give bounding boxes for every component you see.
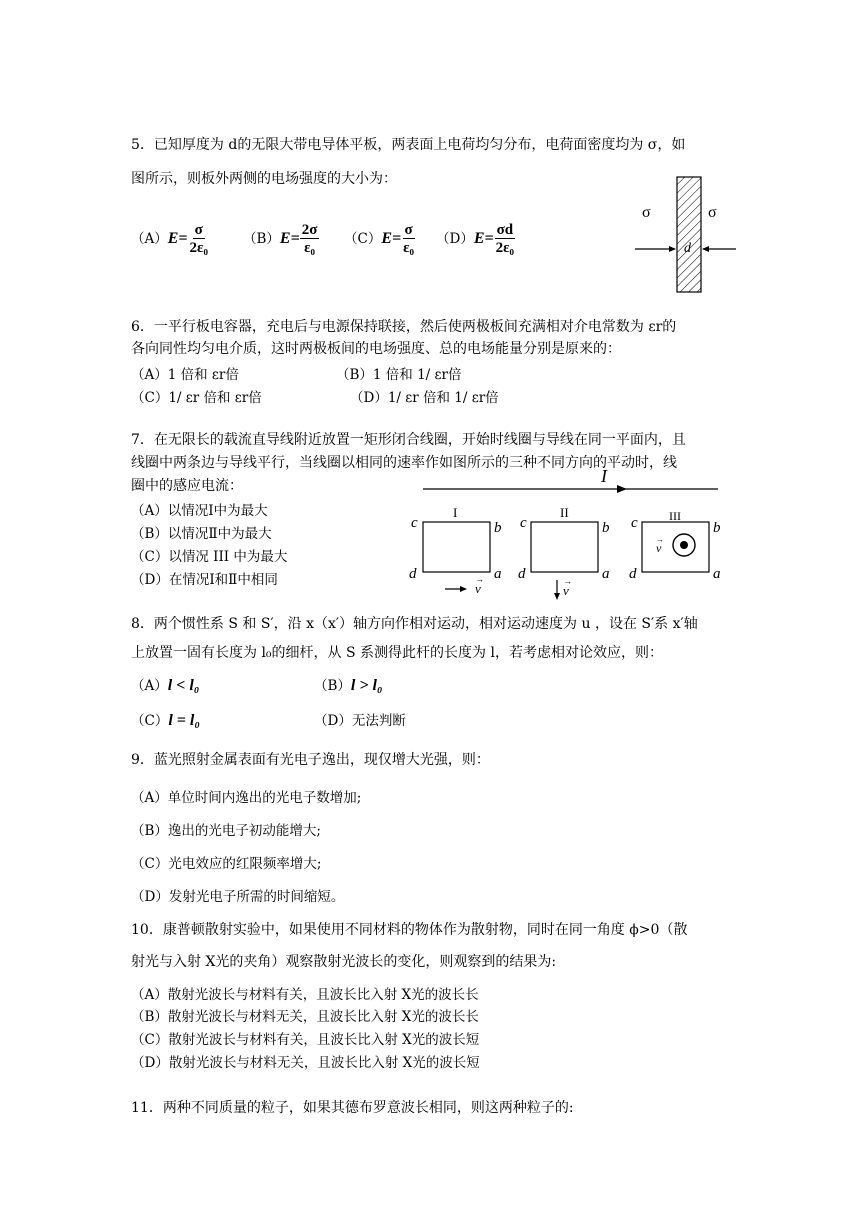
case-2-label: II bbox=[560, 505, 569, 520]
q5-option-d-fraction bbox=[494, 222, 516, 257]
loop-case-2 bbox=[531, 522, 598, 572]
loop3-a: a bbox=[713, 566, 721, 582]
q7-option-c: （C）以情况 III 中为最大 bbox=[131, 549, 288, 565]
q5-option-d-prefix: E= bbox=[473, 230, 494, 247]
q8-line2: 上放置一固有长度为 l₀的细杆，从 S 系测得此杆的长度为 l，若考虑相对论效应，则： bbox=[131, 645, 663, 661]
loop3-v: v bbox=[656, 541, 662, 555]
q8-option-a-expr: l < l₀ bbox=[167, 677, 200, 694]
q5-plate-figure bbox=[630, 172, 750, 300]
right-arrowhead-icon bbox=[702, 246, 709, 252]
loop1-vector-mark-icon: → bbox=[475, 574, 484, 584]
q8-option-a bbox=[131, 674, 199, 695]
loop2-v: v bbox=[563, 583, 569, 598]
loop3-b: b bbox=[713, 520, 721, 536]
q7-option-d: （D）在情况Ⅰ和Ⅱ中相同 bbox=[131, 572, 278, 588]
q7-line3: 圈中的感应电流： bbox=[131, 478, 243, 494]
q7-line2: 线圈中两条边与导线平行，当线圈以相同的速率作如图所示的三种不同方向的平动时，线 bbox=[131, 455, 677, 471]
q6-line2: 各向同性均匀电介质，这时两极板间的电场强度、总的电场能量分别是原来的： bbox=[131, 341, 621, 357]
q7-option-b: （B）以情况Ⅱ中为最大 bbox=[131, 526, 272, 542]
case-1-label: I bbox=[453, 505, 458, 520]
loop2-b: b bbox=[602, 520, 610, 536]
q9-option-b: （B）逸出的光电子初动能增大; bbox=[131, 823, 321, 839]
q6-option-a: （A）1 倍和 εr倍 bbox=[131, 367, 239, 383]
q5-option-a-num: σ bbox=[194, 222, 203, 238]
loop2-vector-mark-icon: → bbox=[563, 576, 572, 586]
q10-line2: 射光与入射 X光的夹角）观察散射光波长的变化，则观察到的结果为: bbox=[131, 954, 557, 970]
loop-case-3 bbox=[642, 522, 709, 572]
q10-option-d: （D）散射光波长与材料无关，且波长比入射 X光的波长短 bbox=[131, 1055, 480, 1071]
q10-option-c: （C）散射光波长与材料有关，且波长比入射 X光的波长短 bbox=[131, 1032, 480, 1048]
case-3-label: III bbox=[669, 509, 681, 523]
loop2-c: c bbox=[520, 515, 527, 531]
q8-option-d: （D）无法判断 bbox=[314, 713, 406, 729]
q5-option-d bbox=[436, 222, 516, 257]
q7-option-a: （A）以情况Ⅰ中为最大 bbox=[131, 503, 268, 519]
q8-option-b-label: （B） bbox=[314, 678, 351, 694]
q5-line2: 图所示，则板外两侧的电场强度的大小为： bbox=[131, 171, 397, 187]
q5-option-d-label: （D） bbox=[436, 231, 474, 247]
q10-option-a: （A）散射光波长与材料有关，且波长比入射 X光的波长长 bbox=[131, 987, 479, 1003]
q5-option-d-num: σd bbox=[496, 222, 514, 238]
q8-option-b-expr: l > l₀ bbox=[350, 677, 383, 694]
q5-option-a-den: 2ε₀ bbox=[189, 240, 208, 256]
q7-loops-figure bbox=[405, 465, 735, 605]
loop1-c: c bbox=[411, 515, 418, 531]
q5-option-b-label: （B） bbox=[243, 231, 280, 247]
loop1-b: b bbox=[494, 520, 502, 536]
current-label: I bbox=[601, 466, 607, 486]
q10-line1: 10．康普顿散射实验中，如果使用不同材料的物体作为散射物，同时在同一角度 ϕ>0（散 bbox=[131, 922, 688, 938]
q5-option-c-fraction bbox=[401, 222, 416, 257]
q9-option-c: （C）光电效应的红限频率增大; bbox=[131, 856, 322, 872]
q8-option-a-label: （A） bbox=[131, 678, 168, 694]
q8-option-c-label: （C） bbox=[131, 713, 169, 729]
loop-case-1 bbox=[423, 522, 490, 572]
q11-line1: 11．两种不同质量的粒子，如果其德布罗意波长相同，则这两种粒子的: bbox=[131, 1100, 574, 1116]
q5-option-a bbox=[131, 222, 210, 257]
loop3-c: c bbox=[631, 515, 638, 531]
q10-option-b: （B）散射光波长与材料无关，且波长比入射 X光的波长长 bbox=[131, 1009, 479, 1025]
loop2-velocity-arrowhead-icon bbox=[554, 593, 560, 600]
sigma-left-label: σ bbox=[642, 204, 651, 221]
thickness-d-label: d bbox=[684, 241, 691, 256]
q8-option-c-expr: l = l₀ bbox=[168, 712, 200, 729]
q5-option-c-den: ε₀ bbox=[403, 240, 415, 256]
charged-plate bbox=[677, 177, 701, 292]
q5-option-a-fraction bbox=[188, 222, 210, 257]
q5-option-a-prefix: E= bbox=[167, 230, 188, 247]
current-arrow-icon bbox=[617, 485, 627, 493]
q5-option-c-prefix: E= bbox=[381, 230, 402, 247]
loop3-d: d bbox=[629, 566, 637, 582]
q9-option-d: （D）发射光电子所需的时间缩短。 bbox=[131, 889, 345, 905]
q5-option-b bbox=[243, 222, 319, 257]
q8-option-c bbox=[131, 709, 200, 730]
q6-option-c: （C）1/ εr 倍和 εr倍 bbox=[131, 390, 262, 406]
q5-option-d-den: 2ε₀ bbox=[495, 240, 515, 256]
loop2-a: a bbox=[602, 566, 610, 582]
q5-option-a-label: （A） bbox=[131, 231, 168, 247]
q5-option-c bbox=[344, 222, 416, 257]
out-of-page-dot-icon bbox=[680, 541, 688, 549]
q9-line1: 9．蓝光照射金属表面有光电子逸出，现仅增大光强，则： bbox=[131, 752, 490, 768]
q6-option-b: （B）1 倍和 1/ εr倍 bbox=[336, 367, 462, 383]
loop1-velocity-arrowhead-icon bbox=[460, 586, 467, 592]
loop3-vector-mark-icon: → bbox=[656, 535, 664, 544]
q6-option-d: （D）1/ εr 倍和 1/ εr倍 bbox=[350, 390, 499, 406]
left-arrowhead-icon bbox=[669, 246, 676, 252]
q7-line1: 7．在无限长的载流直导线附近放置一矩形闭合线圈，开始时线圈与导线在同一平面内，且 bbox=[131, 432, 686, 448]
q8-line1: 8．两个惯性系 S 和 S′，沿 x（x′）轴方向作相对运动，相对运动速度为 u ，设在 S′系 x′轴 bbox=[131, 616, 698, 632]
q6-line1: 6．一平行板电容器，充电后与电源保持联接，然后使两极板间充满相对介电常数为 εr的 bbox=[131, 319, 677, 335]
q5-option-b-den: ε₀ bbox=[304, 240, 315, 256]
q5-option-b-num: 2σ bbox=[301, 222, 318, 238]
q5-option-b-prefix: E= bbox=[279, 230, 300, 247]
q5-option-c-num: σ bbox=[404, 222, 413, 238]
loop1-d: d bbox=[409, 566, 417, 582]
loop2-d: d bbox=[518, 566, 526, 582]
loop1-v: v bbox=[475, 581, 481, 596]
q9-option-a: （A）单位时间内逸出的光电子数增加; bbox=[131, 790, 362, 806]
q5-option-c-label: （C） bbox=[344, 231, 382, 247]
q8-option-b bbox=[314, 674, 383, 695]
loop1-a: a bbox=[494, 566, 502, 582]
q5-line1: 5．已知厚度为 d的无限大带电导体平板，两表面上电荷均匀分布，电荷面密度均为 σ，如 bbox=[131, 137, 686, 153]
sigma-right-label: σ bbox=[708, 204, 717, 221]
q5-option-b-fraction bbox=[300, 222, 320, 257]
